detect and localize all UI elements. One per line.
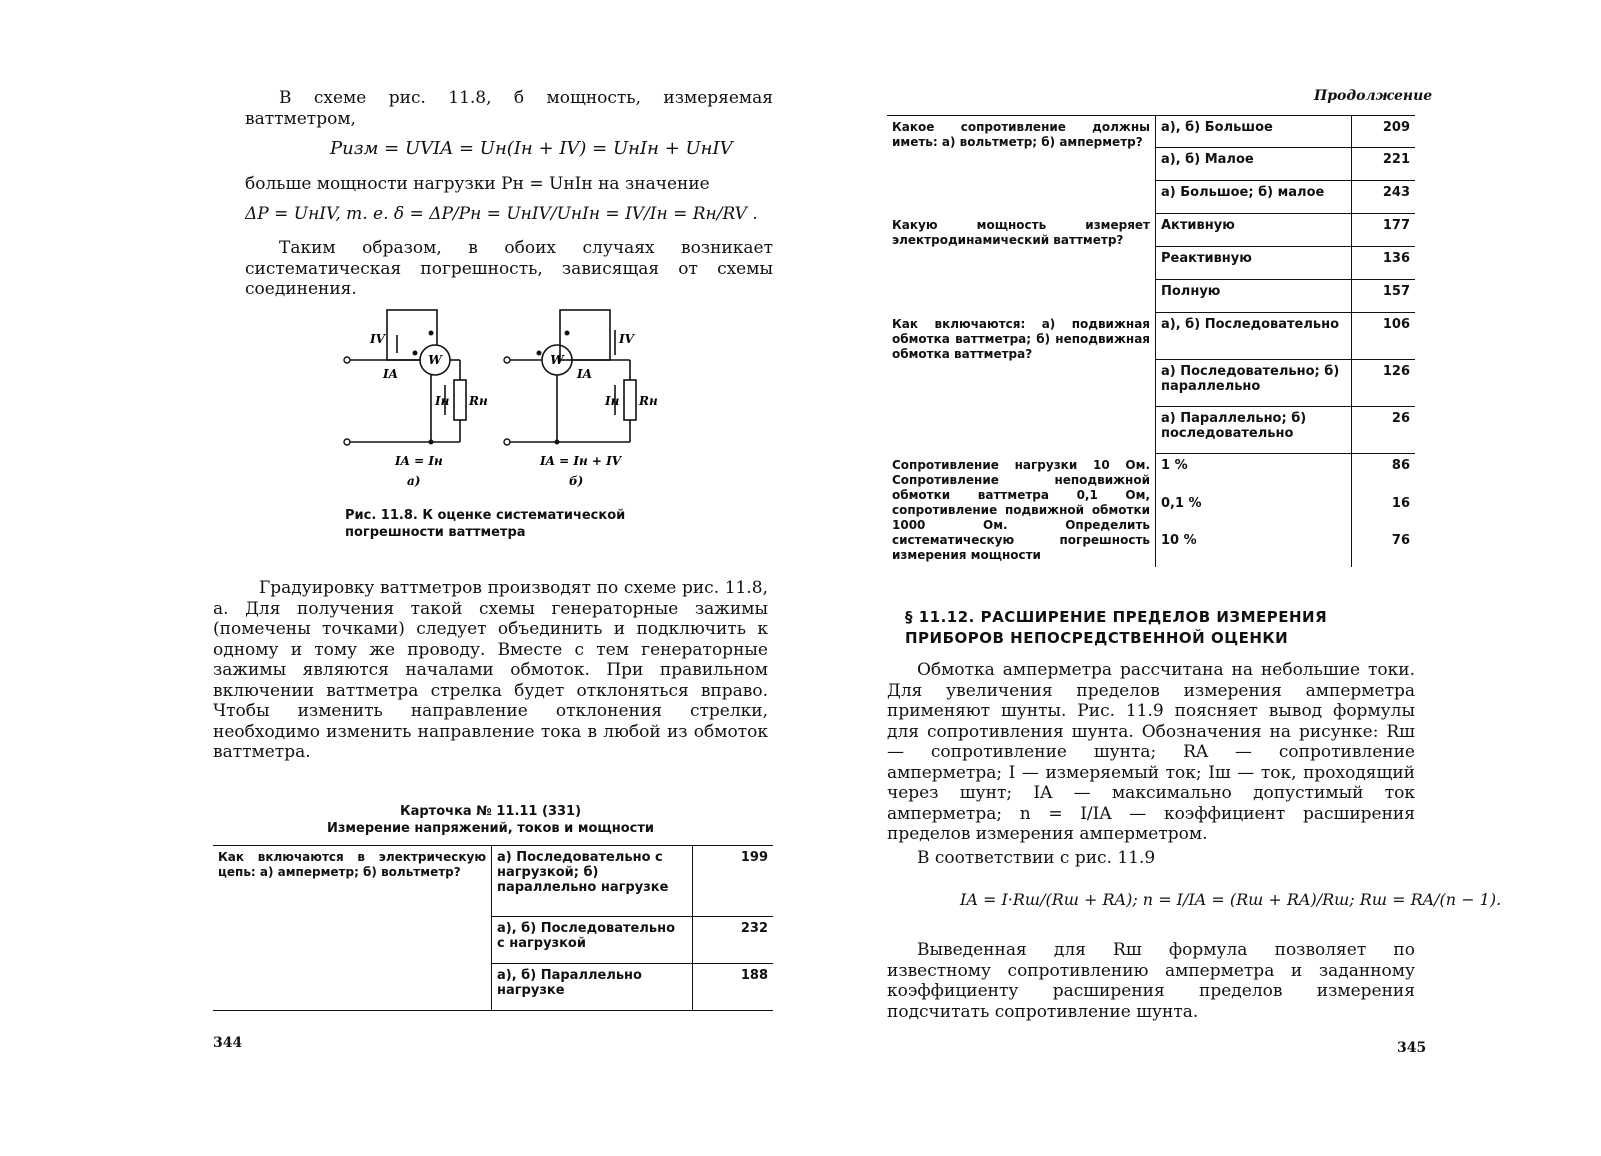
circuit-diagram-a: [335, 305, 495, 495]
answer-cell: а), б) Малое: [1156, 148, 1352, 181]
answer-cell: а) Последовательно с нагрузкой; б) параллельно нагрузке: [492, 846, 693, 917]
answer-cell: а), б) Последовательно: [1156, 313, 1352, 360]
answer-cell: 1 %: [1156, 454, 1352, 492]
table-row: [887, 116, 1415, 148]
reference-paragraph: В соответствии с рис. 11.9: [917, 848, 1156, 868]
answer-cell: Полную: [1156, 280, 1352, 313]
answer-cell: а) Параллельно; б) последовательно: [1156, 407, 1352, 454]
question-cell: Как включаются: а) подвижная обмотка ваттметра; б) неподвижная обмотка ваттметра?: [887, 313, 1156, 454]
iv-label-a: IV: [370, 332, 385, 346]
card-title: Карточка № 11.11 (331): [399, 804, 582, 819]
answer-number: 126: [1352, 360, 1416, 407]
answer-cell: а) Последовательно; б) параллельно: [1156, 360, 1352, 407]
answer-cell: а), б) Большое: [1156, 116, 1352, 148]
answer-number: 188: [740, 968, 768, 983]
eq-label-a: IA = Iн: [395, 454, 443, 468]
measured-power-formula: Pизм = UVIA = Uн(Iн + IV) = UнIн + UнIV: [330, 138, 733, 159]
ia-label-a: IA: [383, 367, 398, 381]
answer-number: 16: [1391, 495, 1410, 511]
answer-number: 86: [1391, 458, 1410, 473]
shunt-conclusion-paragraph: Выведенная для Rш формула позволяет по известному сопротивлению амперметра и заданному коэффициенту расширения пределов измерения подсчитать сопротивление шунта.: [887, 940, 1415, 1022]
iv-label-b: IV: [619, 332, 634, 346]
table-row: [887, 313, 1415, 360]
answer-cell: а), б) Параллельно нагрузке: [492, 964, 693, 1011]
fig-a-label: а): [407, 474, 421, 488]
answer-cell: Активную: [1156, 214, 1352, 247]
ia-label-b: IA: [577, 367, 592, 381]
table-row: [887, 214, 1415, 247]
rn-label-a: Rн: [469, 394, 488, 408]
in-label-b: Iн: [605, 394, 620, 408]
table-row: [887, 454, 1415, 492]
answer-cell: а), б) Последовательно с нагрузкой: [492, 917, 693, 964]
card-table-left: [213, 845, 773, 1011]
card-subtitle: Измерение напряжений, токов и мощности: [326, 821, 655, 836]
in-label-a: Iн: [435, 394, 450, 408]
table-row: [213, 846, 773, 917]
right-page: [800, 0, 1601, 1156]
answer-number: 243: [1352, 181, 1416, 214]
left-page: [0, 0, 800, 1156]
question-cell: Как включаются в электрическую цепь: а) амперметр; б) вольтметр?: [213, 846, 492, 1011]
page-number-right: 345: [1397, 1040, 1427, 1056]
error-formula: ΔP = UнIV, т. е. δ = ΔP/Pн = UнIV/UнIн = IV/Iн = Rн/RV .: [245, 204, 758, 224]
page-number-left: 344: [213, 1035, 243, 1051]
answer-number: 177: [1352, 214, 1416, 247]
fig-b-label: б): [569, 474, 584, 488]
wattmeter-label-a: W: [428, 353, 442, 367]
calibration-paragraph: Градуировку ваттметров производят по схеме рис. 11.8, а. Для получения такой схемы генераторные зажимы (помечены точками) следует объединить и подключить к одному и тому же проводу. Вместе с тем генераторные зажимы являются началами обмоток. При правильном включении ваттметра стрелка будет отклоняться вправо. Чтобы изменить направление отклонения стрелки, необходимо изменить направление тока в любой из обмоток ваттметра.: [213, 578, 768, 762]
intro-paragraph: В схеме рис. 11.8, б мощность, измеряемая ваттметром,: [245, 88, 773, 129]
answer-number: 136: [1352, 247, 1416, 280]
answer-number: 106: [1352, 313, 1416, 360]
shunt-formula: IA = I·Rш/(Rш + RA); n = I/IA = (Rш + RA)/Rш; Rш = RA/(n − 1).: [960, 890, 1502, 909]
answer-number: 209: [1352, 116, 1416, 148]
question-cell: Какое сопротивление должны иметь: а) вольтметр; б) амперметр?: [887, 116, 1156, 214]
answer-number: 76: [1391, 533, 1410, 549]
figure-caption: Рис. 11.8. К оценке систематической погрешности ваттметра: [345, 508, 626, 540]
question-cell: Сопротивление нагрузки 10 Ом. Сопротивление неподвижной обмотки ваттметра 0,1 Ом, сопротивление подвижной обмотки 1000 Ом. Определить систематическую погрешность измерения мощности: [887, 454, 1156, 567]
answer-cell: 0,1 %: [1156, 492, 1352, 529]
eq-label-b: IA = Iн + IV: [540, 454, 622, 468]
answer-number: 199: [693, 846, 774, 917]
answer-cell: а) Большое; б) малое: [1156, 181, 1352, 214]
card-table-right: [887, 115, 1415, 567]
answer-number: 26: [1352, 407, 1416, 454]
answer-number: 157: [1352, 280, 1416, 313]
load-power-text: больше мощности нагрузки Pн = UнIн на значение: [245, 174, 710, 194]
answer-number: 221: [1352, 148, 1416, 181]
answer-cell: Реактивную: [1156, 247, 1352, 280]
shunt-paragraph: Обмотка амперметра рассчитана на небольшие токи. Для увеличения пределов измерения амперметра применяют шунты. Рис. 11.9 поясняет вывод формулы для сопротивления шунта. Обозначения на рисунке: Rш — сопротивление шунта; RA — сопротивление амперметра; I — измеряемый ток; Iш — ток, проходящий через шунт; IA — максимально допустимый ток амперметра; n = I/IA — коэффициент расширения пределов измерения амперметром.: [887, 660, 1415, 844]
circuit-diagram-b: [495, 305, 658, 495]
section-heading: § 11.12. РАСШИРЕНИЕ ПРЕДЕЛОВ ИЗМЕРЕНИЯ ПРИБОРОВ НЕПОСРЕДСТВЕННОЙ ОЦЕНКИ: [905, 608, 1328, 647]
wattmeter-label-b: W: [550, 353, 564, 367]
answer-number: 232: [693, 917, 774, 964]
conclusion-paragraph: Таким образом, в обоих случаях возникает систематическая погрешность, зависящая от схемы соединения.: [245, 238, 773, 299]
rn-label-b: Rн: [639, 394, 658, 408]
answer-cell: 10 %: [1156, 529, 1352, 566]
question-cell: Какую мощность измеряет электродинамический ваттметр?: [887, 214, 1156, 313]
continued-label: Продолжение: [1314, 88, 1433, 104]
